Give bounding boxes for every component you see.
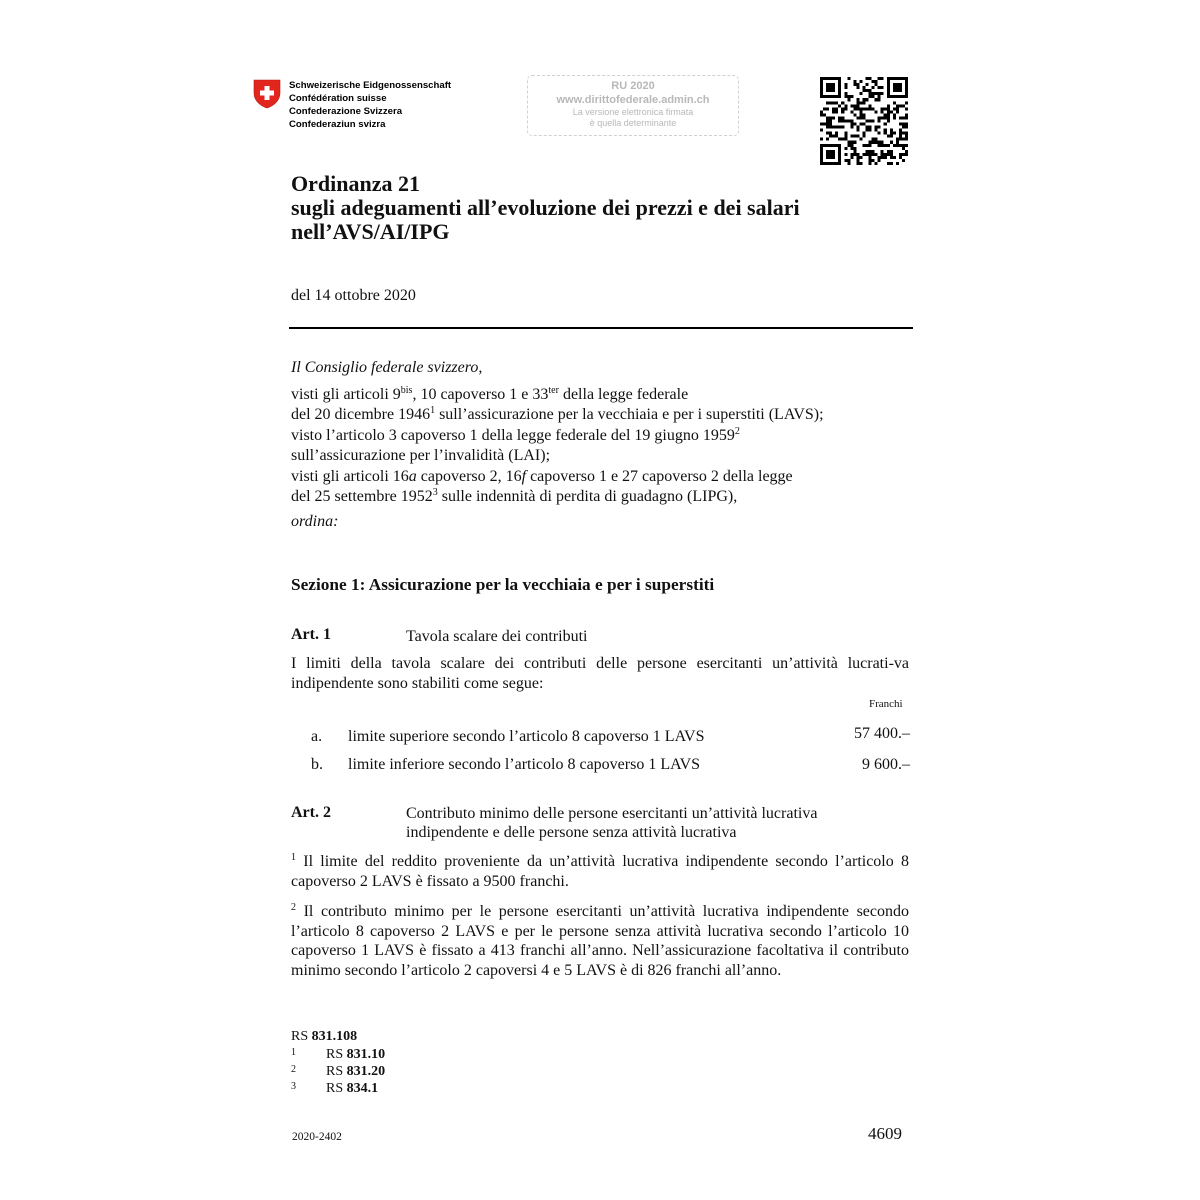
text: del 20 dicembre 1946 bbox=[291, 406, 431, 423]
title-divider bbox=[289, 327, 913, 329]
paragraph-number: 1 bbox=[291, 852, 296, 863]
article-2-title bbox=[406, 804, 817, 842]
list-item-text: limite inferiore secondo l’articolo 8 capoverso 1 LAVS bbox=[348, 756, 701, 773]
page-number: 4609 bbox=[868, 1124, 902, 1143]
footnote-number: 3 bbox=[291, 1081, 296, 1092]
article-1-number: Art. 1 bbox=[291, 626, 331, 643]
text: , 10 capoverso 1 e 33 bbox=[412, 385, 549, 403]
official-publication-stamp bbox=[527, 75, 739, 136]
ordinance-date: del 14 ottobre 2020 bbox=[291, 287, 416, 304]
stamp-note-1: La versione elettronica firmata bbox=[572, 107, 694, 117]
confederation-name-block bbox=[289, 79, 451, 131]
preamble-authority: Il Consiglio federale svizzero, bbox=[291, 359, 483, 376]
rs-number: 831.20 bbox=[346, 1064, 386, 1079]
confederation-line-rm: Confederaziun svizra bbox=[289, 119, 386, 130]
footnote-3 bbox=[291, 1080, 378, 1096]
paragraph-text: Il limite del reddito proveniente da un’attività lucrativa indipendente secondo l’articolo 8 capoverso 2 LAVS è fissato a 9500 franchi. bbox=[291, 853, 910, 890]
currency-unit-label: Franchi bbox=[869, 698, 903, 710]
list-item-letter: a. bbox=[311, 728, 323, 745]
article-2-number: Art. 2 bbox=[291, 804, 331, 821]
list-item-text: limite superiore secondo l’articolo 8 capoverso 1 LAVS bbox=[348, 728, 705, 745]
preamble-line-3 bbox=[291, 426, 824, 447]
rs-number: 831.108 bbox=[311, 1029, 358, 1044]
preamble-line-1 bbox=[291, 385, 824, 406]
stamp-url: www.dirittofederale.admin.ch bbox=[556, 94, 710, 106]
stamp-ru-year: RU 2020 bbox=[611, 80, 655, 92]
text: capoverso 2, 16 bbox=[416, 467, 522, 485]
rs-number: 831.10 bbox=[346, 1047, 386, 1062]
title-line-2: sugli adeguamenti all’evoluzione dei prezzi e dei salari bbox=[291, 195, 800, 220]
paragraph-number: 2 bbox=[291, 902, 296, 913]
rs-number: 834.1 bbox=[346, 1081, 379, 1096]
article-1-text: I limiti della tavola scalare dei contributi delle persone esercitanti un’attività lucrati-va indipendente sono stabiliti come segue: bbox=[291, 655, 909, 692]
list-item-letter: b. bbox=[311, 756, 323, 773]
document-number: 2020-2402 bbox=[292, 1131, 342, 1143]
text: visto l’articolo 3 capoverso 1 della legge federale del 19 giugno 1959 bbox=[291, 426, 735, 444]
text: della legge federale bbox=[558, 385, 689, 403]
qr-code-icon bbox=[820, 77, 908, 165]
rs-label: RS bbox=[326, 1081, 344, 1096]
rs-label: RS bbox=[291, 1029, 309, 1044]
text: sull’assicurazione per la vecchiaia e per i superstiti (LAVS); bbox=[435, 406, 824, 423]
article-2-paragraph-2 bbox=[291, 902, 909, 980]
text: visti gli articoli 16 bbox=[291, 467, 409, 485]
text: capoverso 1 e 27 capoverso 2 della legge bbox=[526, 467, 793, 485]
section-heading: Sezione 1: Assicurazione per la vecchiaia e per i superstiti bbox=[291, 575, 715, 594]
article-2-paragraph-1 bbox=[291, 852, 909, 891]
preamble-line-4: sull’assicurazione per l’invalidità (LAI); bbox=[291, 447, 551, 464]
text: visti gli articoli 9 bbox=[291, 385, 401, 403]
systematic-collection-ref bbox=[291, 1030, 357, 1044]
article-2-title-line-1: Contributo minimo delle persone esercitanti un’attività lucrativa bbox=[406, 805, 818, 822]
footnote-ref-1[interactable]: 1 bbox=[430, 405, 436, 416]
preamble-line-5 bbox=[291, 467, 824, 488]
swiss-coat-of-arms-icon bbox=[253, 79, 281, 109]
rs-label: RS bbox=[326, 1047, 344, 1062]
article-2-title-line-2: indipendente e delle persone senza attività lucrativa bbox=[406, 824, 737, 841]
footnote-ref-2[interactable]: 2 bbox=[734, 425, 740, 437]
text: del 25 settembre 1952 bbox=[291, 488, 433, 505]
paragraph-text: Il contributo minimo per le persone esercitanti un’attività lucrativa indipendente secondo l’articolo 8 capoverso 2 LAVS e per le persone senza attività lucrativa secondo l’articolo 10 capoverso 1 LAVS è fissato a 413 franchi all’anno. Nell’assicurazione facoltativa il contributo minimo secondo l’articolo 2 capoversi 4 e 5 LAVS è di 826 franchi all’anno. bbox=[291, 903, 910, 979]
stamp-note-2: è quella determinante bbox=[589, 118, 677, 128]
footnote-number: 1 bbox=[291, 1047, 296, 1058]
italic-letter: f bbox=[521, 467, 527, 485]
superscript: ter bbox=[548, 384, 559, 396]
confederation-line-fr: Confédération suisse bbox=[289, 93, 387, 104]
article-1-title: Tavola scalare dei contributi bbox=[406, 628, 588, 645]
list-item-amount: 57 400.– bbox=[854, 725, 910, 742]
rs-label: RS bbox=[326, 1064, 344, 1079]
text: sulle indennità di perdita di guadagno (LIPG), bbox=[437, 488, 738, 505]
title-line-1: Ordinanza 21 bbox=[291, 171, 420, 196]
footnote-number: 2 bbox=[291, 1064, 296, 1075]
footnote-ref-3[interactable]: 3 bbox=[432, 487, 438, 498]
superscript: bis bbox=[400, 384, 413, 396]
title-line-3: nell’AVS/AI/IPG bbox=[291, 219, 450, 244]
italic-letter: a bbox=[408, 467, 417, 485]
ordinance-title bbox=[291, 172, 800, 244]
preamble bbox=[291, 358, 824, 532]
footnote-2 bbox=[291, 1063, 385, 1079]
confederation-line-de: Schweizerische Eidgenossenschaft bbox=[289, 80, 452, 91]
footnote-1 bbox=[291, 1046, 385, 1062]
confederation-line-it: Confederazione Svizzera bbox=[289, 106, 403, 117]
preamble-ordina: ordina: bbox=[291, 512, 339, 530]
preamble-line-2 bbox=[291, 405, 824, 426]
list-item-amount: 9 600.– bbox=[862, 756, 910, 773]
preamble-line-6 bbox=[291, 487, 824, 508]
